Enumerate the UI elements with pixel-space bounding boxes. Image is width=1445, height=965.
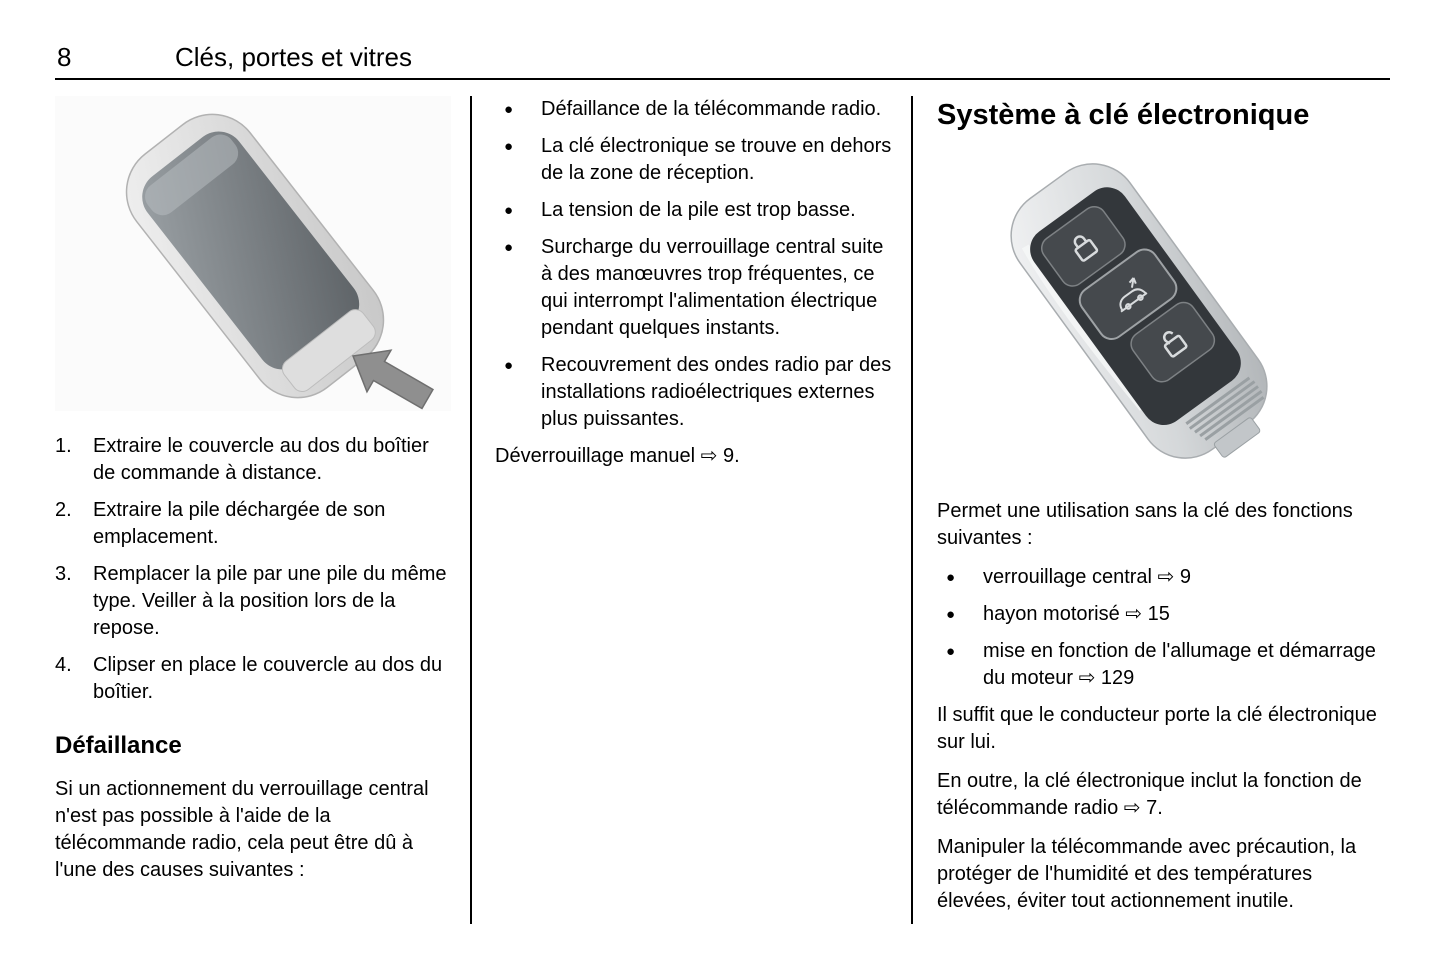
step-text: Remplacer la pile par une pile du même type. Veiller à la position lors de la repose.	[93, 563, 447, 639]
bullet-icon: ●	[504, 239, 514, 256]
step-text: Clipser en place le couvercle au dos du boîtier.	[93, 654, 443, 703]
battery-replacement-steps	[55, 433, 451, 706]
list-item	[937, 638, 1392, 692]
step-number: 3.	[55, 563, 72, 585]
bullet-icon: ●	[946, 569, 956, 586]
column-divider-left	[470, 96, 472, 924]
bullet-text: Recouvrement des ondes radio par des installations radioélectriques externes plus puissantes.	[541, 354, 892, 430]
list-item	[495, 96, 893, 123]
failure-causes-list	[495, 96, 893, 433]
failure-intro-paragraph: Si un actionnement du verrouillage central n'est pas possible à l'aide de la télécommande radio, cela peut être dû à l'une des causes suivantes :	[55, 778, 429, 881]
remote-control-battery-photo	[55, 96, 451, 411]
page-number: 8	[57, 42, 72, 72]
list-item	[495, 133, 893, 187]
bullet-text: La clé électronique se trouve en dehors de la zone de réception.	[541, 135, 892, 184]
bullet-text: Défaillance de la télécommande radio.	[541, 98, 882, 120]
bullet-icon: ●	[946, 606, 956, 623]
bullet-icon: ●	[946, 643, 956, 660]
manual-unlock-reference: Déverrouillage manuel ⇨ 9.	[495, 445, 740, 467]
bullet-text: Surcharge du verrouillage central suite à des manœuvres trop fréquentes, ce qui interrompt l'alimentation électrique pendant quelques instants.	[541, 236, 884, 339]
keyless-intro-paragraph: Permet une utilisation sans la clé des fonctions suivantes :	[937, 500, 1353, 549]
keyless-paragraph-2: En outre, la clé électronique inclut la fonction de télécommande radio ⇨ 7.	[937, 770, 1362, 819]
section-heading: Système à clé électronique	[937, 99, 1310, 131]
step-number: 1.	[55, 435, 72, 457]
keyless-paragraph-1: Il suffit que le conducteur porte la clé électronique sur lui.	[937, 704, 1377, 753]
chapter-title: Clés, portes et vitres	[175, 42, 412, 72]
step-number: 2.	[55, 499, 72, 521]
header-rule	[55, 78, 1390, 80]
list-item	[55, 497, 451, 551]
list-item	[55, 561, 451, 642]
bullet-icon: ●	[504, 202, 514, 219]
bullet-text: mise en fonction de l'allumage et démarrage du moteur ⇨ 129	[983, 640, 1376, 689]
keyless-functions-list	[937, 564, 1392, 692]
list-item	[495, 352, 893, 433]
step-number: 4.	[55, 654, 72, 676]
list-item	[55, 433, 451, 487]
list-item	[495, 197, 893, 224]
failure-heading: Défaillance	[55, 732, 182, 759]
column-divider-right	[911, 96, 913, 924]
electronic-key-body	[993, 146, 1289, 476]
list-item	[937, 564, 1392, 591]
bullet-icon: ●	[504, 138, 514, 155]
list-item	[937, 601, 1392, 628]
step-text: Extraire la pile déchargée de son emplacement.	[93, 499, 386, 548]
bullet-icon: ●	[504, 101, 514, 118]
electronic-key-photo	[989, 146, 1289, 476]
list-item	[55, 652, 451, 706]
bullet-text: hayon motorisé ⇨ 15	[983, 603, 1170, 625]
bullet-text: La tension de la pile est trop basse.	[541, 199, 856, 221]
list-item	[495, 234, 893, 342]
keyless-paragraph-3: Manipuler la télécommande avec précaution, la protéger de l'humidité et des températures élevées, éviter tout actionnement inutile.	[937, 836, 1357, 912]
step-text: Extraire le couvercle au dos du boîtier de commande à distance.	[93, 435, 429, 484]
right-column	[937, 96, 1392, 927]
bullet-icon: ●	[504, 357, 514, 374]
left-column	[55, 96, 451, 896]
bullet-text: verrouillage central ⇨ 9	[983, 566, 1191, 588]
middle-column	[495, 96, 893, 470]
